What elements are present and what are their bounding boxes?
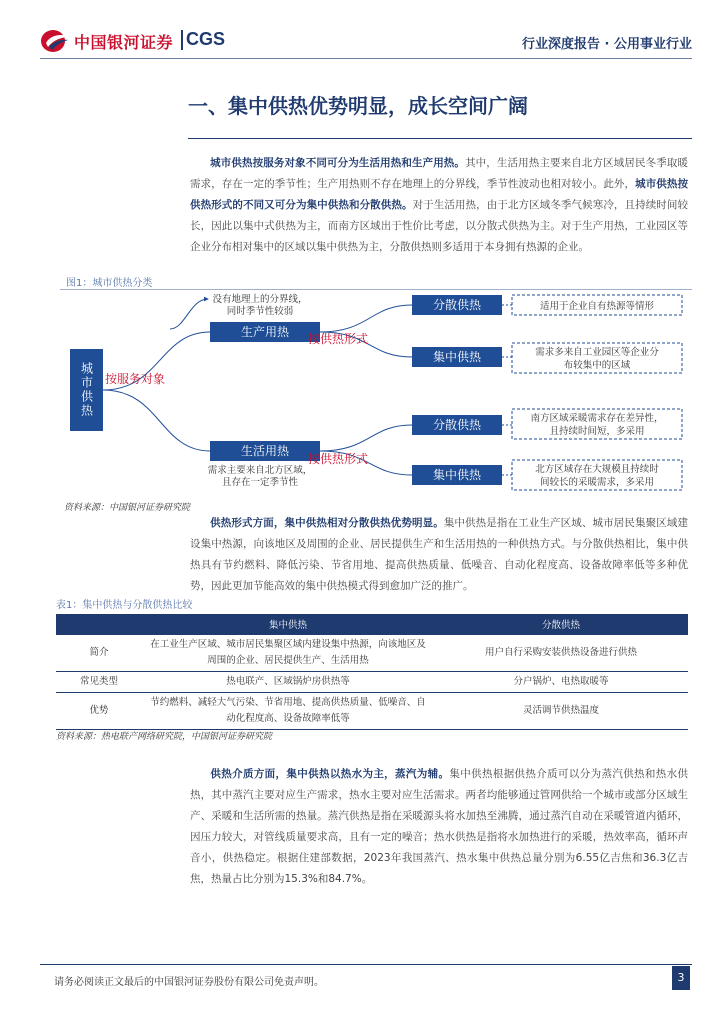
heating-comparison-table bbox=[56, 614, 688, 730]
footer-divider bbox=[40, 964, 692, 965]
paragraph-lead: 城市供热按服务对象不同可分为生活用热和生产用热。 bbox=[210, 157, 466, 169]
paragraph-highlight: 城市供热按供热形式的不同又可分为集中供热和分散供热。 bbox=[190, 178, 689, 211]
title-divider bbox=[188, 138, 692, 139]
note-text: 南方区域采暖需求存在差异性， bbox=[530, 413, 664, 424]
connector-line bbox=[320, 305, 412, 332]
paragraph-heating-form bbox=[190, 513, 688, 597]
paragraph-heating-medium bbox=[190, 764, 688, 890]
section-title: 一、集中供热优势明显，成长空间广阔 bbox=[188, 94, 528, 118]
page-header bbox=[0, 0, 724, 60]
table-header-row bbox=[56, 614, 688, 634]
table-header-cell bbox=[56, 614, 142, 634]
connector-line bbox=[103, 390, 210, 451]
connector-line bbox=[170, 299, 208, 329]
table-cell: 在工业生产区域、城市居民集聚区域内建设集中热源，向该地区及周围的企业、居民提供生产、生活用热 bbox=[142, 634, 434, 671]
paragraph-text: 集中供热根据供热介质可以分为蒸汽供热和热水供热，其中蒸汽主要对应生产需求，热水主要对应生活需求。两者均能够通过管网供给一个城市或部分区域生产、采暖和生活所需的热量。蒸汽供热是指在采暖源头将水加热至沸腾，通过蒸汽自动在采暖管道内循环，因压力较大，对管线质量要求高，且有一定的噪音；热水供热是指将水加热进行的采暖，热效率高，循环声音小，供热稳定。根据住建部数据，2023年我国蒸汽、热水集中供热总量分别为6.55亿吉焦和36.3亿吉焦，热量占比分别为15.3%和84.7%。 bbox=[190, 768, 689, 885]
row-label: 优势 bbox=[56, 692, 142, 729]
row-label: 简介 bbox=[56, 634, 142, 671]
production-heat-label: 生产用热 bbox=[240, 325, 290, 339]
table-header-cell: 集中供热 bbox=[142, 614, 434, 634]
paragraph-lead: 供热形式方面，集中供热相对分散供热优势明显。 bbox=[210, 517, 444, 529]
production-note: 同时季节性较弱 bbox=[226, 306, 294, 317]
connector-line bbox=[320, 425, 412, 451]
centralized-label: 集中供热 bbox=[432, 468, 482, 482]
root-node-label: 城市供热 bbox=[79, 362, 94, 418]
heating-classification-diagram bbox=[60, 285, 700, 495]
table-row bbox=[56, 671, 688, 692]
brand-name-cn: 中国银河证券 bbox=[74, 33, 174, 52]
note-text: 且持续时间短，多采用 bbox=[549, 426, 645, 437]
dispersed-label: 分散供热 bbox=[432, 418, 482, 432]
paragraph-lead: 供热介质方面，集中供热以热水为主，蒸汽为辅。 bbox=[210, 768, 450, 780]
paragraph-text: 其中，生活用热主要来自北方区域居民冬季取暖需求，存在一定的季节性；生产用热则不存在地理上的分界线，季节性波动也相对较小。此外， bbox=[190, 157, 689, 190]
dispersed-label: 分散供热 bbox=[432, 298, 482, 312]
table-cell: 节约燃料、减轻大气污染、节省用地、提高供热质量、低噪音、自动化程度高、设备故障率低等 bbox=[142, 692, 434, 729]
row-label: 常见类型 bbox=[56, 671, 142, 692]
table-row bbox=[56, 634, 688, 671]
report-type: 行业深度报告 · 公用事业行业 bbox=[522, 37, 692, 52]
paragraph-text: 对于生活用热，由于北方区域冬季气候寒冷，且持续时间较长，因此以集中式供热为主，而南方区域出于性价比考虑，以分散式供热为主。对于生产用热，工业园区等企业分布相对集中的区域以集中供热为主，分散供热则多适用于本身拥有热源的企业。 bbox=[190, 199, 689, 253]
page-number: 3 bbox=[672, 966, 690, 990]
table-cell: 用户自行采购安装供热设备进行供热 bbox=[434, 634, 688, 671]
table-header-cell: 分散供热 bbox=[434, 614, 688, 634]
living-heat-label: 生活用热 bbox=[240, 444, 290, 458]
paragraph-service-classification bbox=[190, 153, 688, 258]
figure-caption: 图1：城市供热分类 bbox=[66, 278, 153, 289]
living-note: 需求主要来自北方区域， bbox=[207, 465, 313, 476]
table-cell: 热电联产、区域锅炉房供热等 bbox=[142, 671, 434, 692]
logo-separator bbox=[181, 30, 183, 50]
by-service-label: 按服务对象 bbox=[105, 372, 166, 386]
production-note: 没有地理上的分界线， bbox=[212, 294, 308, 305]
centralized-label: 集中供热 bbox=[432, 350, 482, 364]
footer-disclaimer: 请务必阅读正文最后的中国银河证券股份有限公司免责声明。 bbox=[54, 977, 324, 988]
brand-name-en: CGS bbox=[186, 29, 226, 49]
note-text: 间较长的采暖需求，多采用 bbox=[539, 477, 655, 488]
note-text: 北方区域存在大规模且持续时 bbox=[535, 464, 659, 475]
by-form-label: 按供热形式 bbox=[308, 332, 369, 346]
table-row bbox=[56, 692, 688, 729]
table-source: 资料来源：热电联产网络研究院，中国银河证券研究院 bbox=[56, 732, 273, 742]
paragraph-text: 集中供热是指在工业生产区域、城市居民集聚区域建设集中热源，向该地区及周围的企业、居民提供生产和生活用热的一种供热方式。与分散供热相比，集中供热具有节约燃料、降低污染、节省用地、提高供热质量、低噪音、自动化程度高、设备故障率低等多种优势，因此更加节能高效的集中供热模式得到愈加广泛的推广。 bbox=[190, 517, 689, 592]
by-form-label: 按供热形式 bbox=[308, 452, 369, 466]
living-note: 且存在一定季节性 bbox=[221, 477, 299, 488]
note-text: 适用于企业自有热源等情形 bbox=[539, 301, 655, 312]
table-caption: 表1：集中供热与分散供热比较 bbox=[56, 600, 193, 611]
table-cell: 分户锅炉、电热取暖等 bbox=[434, 671, 688, 692]
note-text: 需求多来自工业园区等企业分 bbox=[535, 347, 659, 358]
figure-source: 资料来源：中国银河证券研究院 bbox=[64, 503, 191, 513]
galaxy-logo-icon bbox=[40, 28, 70, 54]
header-divider bbox=[40, 58, 692, 59]
table-cell: 灵活调节供热温度 bbox=[434, 692, 688, 729]
note-text: 布较集中的区域 bbox=[563, 360, 631, 371]
